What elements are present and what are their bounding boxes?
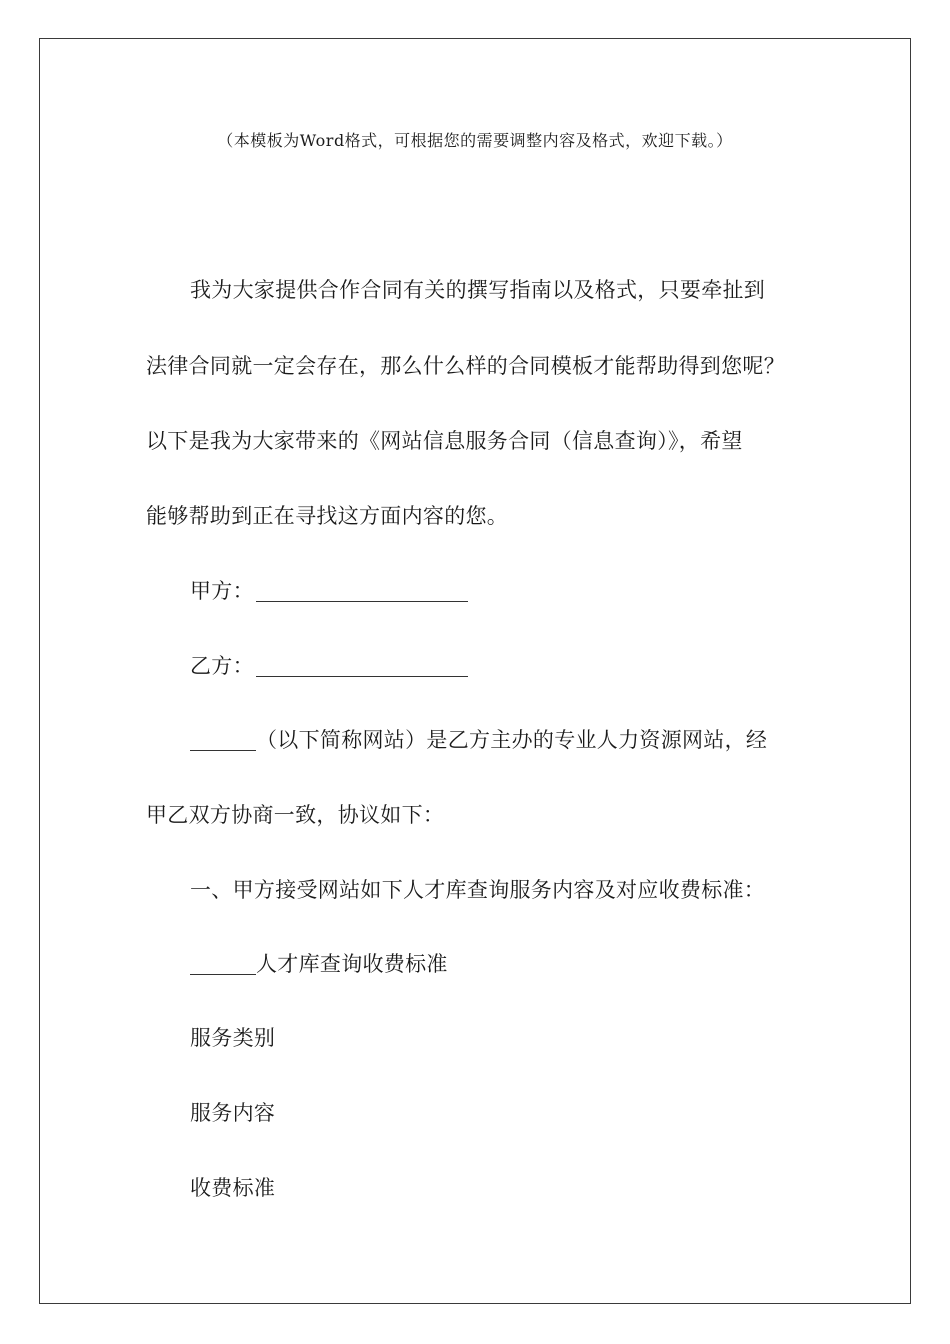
template-notice: （本模板为Word格式，可根据您的需要调整内容及格式，欢迎下载。）	[217, 131, 733, 150]
intro-line-2: 法律合同就一定会存在，那么什么样的合同模板才能帮助得到您呢？	[146, 354, 785, 378]
website-clause-line-2: 甲乙双方协商一致，协议如下：	[146, 803, 445, 827]
section-1-heading: 一、甲方接受网站如下人才库查询服务内容及对应收费标准：	[190, 878, 766, 902]
party-a-label: 甲方：	[190, 579, 254, 603]
party-a-blank[interactable]	[256, 579, 468, 602]
fee-standard-label: 收费标准	[190, 1176, 276, 1200]
party-b-label: 乙方：	[190, 654, 254, 678]
page-border	[39, 38, 911, 1304]
fee-table-title-text: 人才库查询收费标准	[256, 952, 448, 976]
website-name-blank[interactable]	[190, 728, 256, 751]
service-category-label: 服务类别	[190, 1026, 276, 1050]
intro-line-3: 以下是我为大家带来的《网站信息服务合同（信息查询）》，希望	[146, 429, 743, 453]
party-b-blank[interactable]	[256, 654, 468, 677]
party-a-line	[190, 575, 468, 605]
website-clause-text: （以下简称网站）是乙方主办的专业人力资源网站，经	[256, 728, 768, 752]
website-clause-line-1	[190, 724, 767, 754]
intro-line-4: 能够帮助到正在寻找这方面内容的您。	[146, 504, 509, 528]
service-content-label: 服务内容	[190, 1101, 276, 1125]
intro-line-1: 我为大家提供合作合同有关的撰写指南以及格式，只要牵扯到	[190, 278, 766, 302]
party-b-line	[190, 650, 468, 680]
fee-table-title-blank[interactable]	[190, 952, 256, 975]
fee-table-title	[190, 948, 448, 978]
